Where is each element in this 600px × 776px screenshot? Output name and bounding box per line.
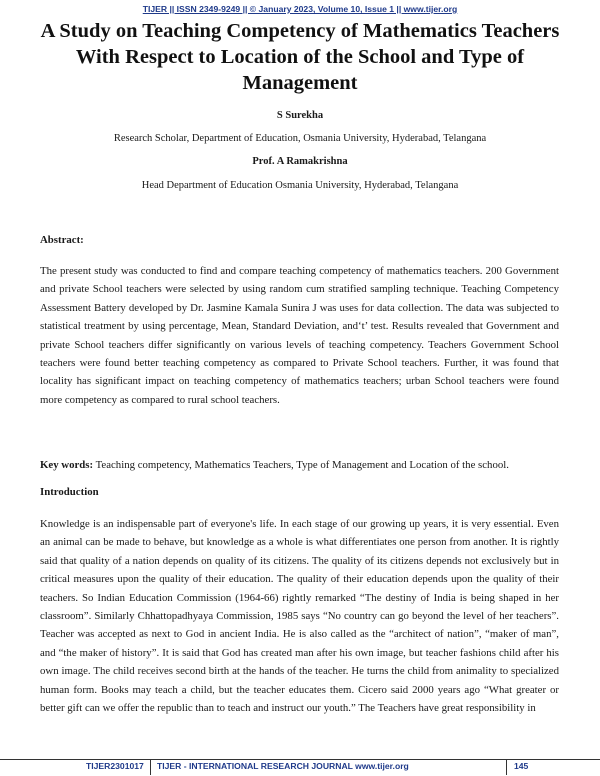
footer-page-number: 145: [514, 761, 529, 771]
keywords-label: Key words:: [40, 459, 94, 471]
author-affiliation-2: Head Department of Education Osmania University, Hyderabad, Telangana: [141, 180, 459, 191]
footer-journal-link[interactable]: TIJER - INTERNATIONAL RESEARCH JOURNAL www.tijer.org: [157, 761, 409, 771]
footer-separator: [506, 759, 507, 775]
running-head: TIJER || ISSN 2349-9249 || © January 2023, Volume 10, Issue 1 || www.tijer.org: [142, 4, 458, 14]
abstract-heading: Abstract:: [40, 234, 84, 246]
introduction-heading: Introduction: [40, 486, 99, 498]
author-name-2: Prof. A Ramakrishna: [252, 156, 348, 167]
keywords-text: Teaching competency, Mathematics Teachers, Type of Management and Location of the school.: [93, 459, 509, 471]
footer-divider: [0, 759, 600, 760]
abstract-text: The present study was conducted to find and compare teaching competency of mathematics teachers. 200 Government and private School teachers were selected by using random cum stratified sampling technique. Teaching Competency Assessment Battery developed by Dr. Jasmine Kamala Sunira J was uses for data collection. The data was subjected to statistical treatment by using percentage, Mean, Standard Deviation, and‘t’ test. Results revealed that Government and private School teachers differ significantly on various levels of teaching competency. Teachers Government School teachers were found better teaching competency as compared to Private School teachers. Further, it was found that locality has significant impact on teaching competency of mathematics teachers; urban School teachers were found more competency as compared to rural school teachers.: [40, 265, 559, 406]
keywords: [40, 456, 559, 474]
page-footer: [0, 761, 600, 775]
footer-separator: [150, 759, 151, 775]
author-affiliation-1: Research Scholar, Department of Education, Osmania University, Hyderabad, Telangana: [113, 133, 487, 144]
introduction-text: Knowledge is an indispensable part of everyone's life. In each stage of our growing up years, it is very essential. Even an animal can be made to behave, but knowledge as a whole is what differentiates one person from another. It is rightly said that quality of a nation depends on quality of its citizens. The quality of its citizens depends not exclusively but in critical measures upon the quality of their education. The quality of their education depends upon the quality of their teachers. So Indian Education Commission (1964-66) rightly remarked “The destiny of India is being shaped in her classroom”. Similarly Chhattopadhyaya Commission, 1985 says “No country can go beyond the level of her teachers”. Teacher was accepted as next to God in ancient India. He is also called as the “architect of nation”, “maker of man”, and “the maker of history”. It is said that God has created man after his own image, but teacher fashions child after his own image. The child receives second birth at the hands of the teacher. He turns the child from animality to specialized human form. Books may teach a child, but the teacher educates them. Cicero said 2000 years ago “What greater or better gift can we offer the republic than to teach and instruct our youth.” The Teachers have great responsibility in: [40, 518, 559, 715]
footer-paper-id: TIJER2301017: [86, 761, 144, 771]
paper-title: A Study on Teaching Competency of Mathematics Teachers With Respect to Location of the School and Type of Management: [40, 20, 560, 94]
author-name-1: S Surekha: [276, 110, 324, 121]
